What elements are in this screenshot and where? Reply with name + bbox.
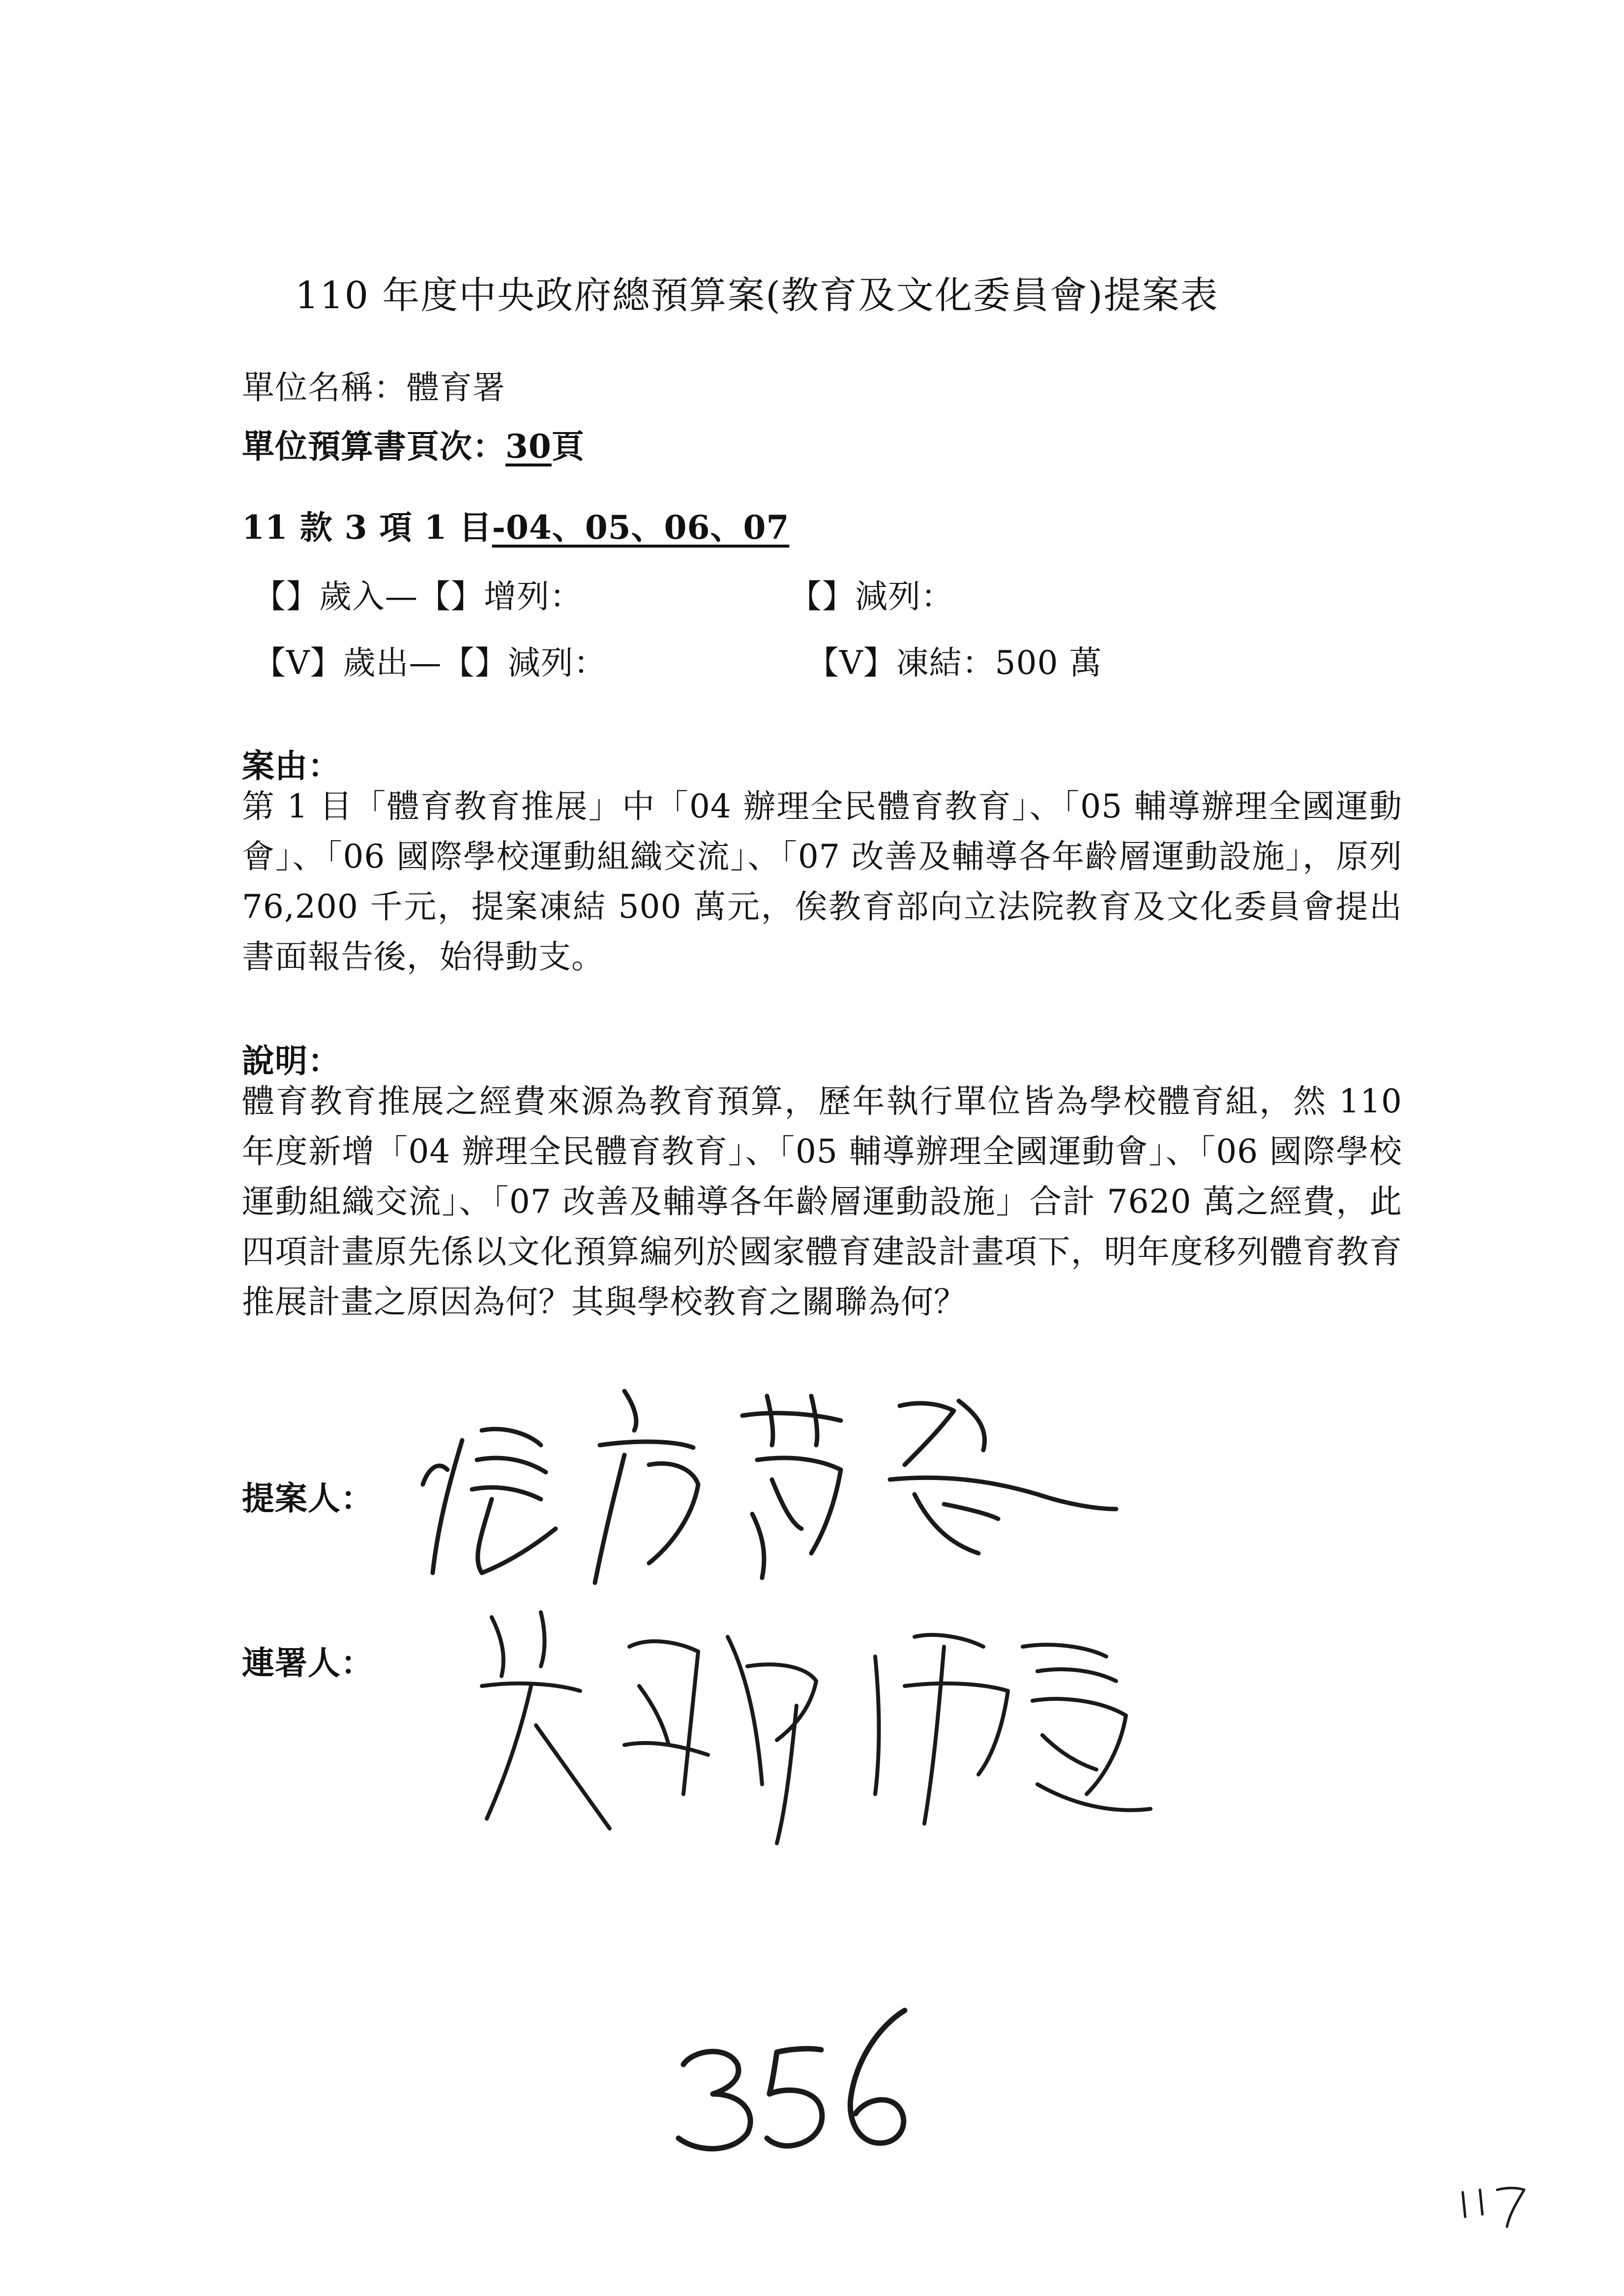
budget-page-label: 單位預算書頁次： — [242, 427, 505, 465]
revenue-label: 歲入— — [319, 578, 418, 615]
revenue-increase-label: 增列： — [484, 578, 583, 615]
unit-name-row — [242, 361, 505, 408]
expenditure-freeze — [806, 637, 1102, 683]
unit-name: 體育署 — [407, 369, 505, 407]
corner-handwritten-note-image — [1453, 2178, 1536, 2232]
revenue-decrease-checkbox: 【】 — [789, 578, 855, 615]
proposer-signature-image — [418, 1366, 1131, 1602]
explanation-text: 體育教育推展之經費來源為教育預算，歷年執行單位皆為學校體育組，然 110 年度新增「04 辦理全民體育教育」、「05 輔導辦理全國運動會」、「06 國際學校運動組織交流」、「07 改善及輔導各年齡層運動設施」合計 7620 萬之經費，此四項計畫原先係以文化預算編列於國家體育建設計畫項下，明年度移列體育教育推展計畫之原因為何？其與學校教育之關聯為何？ — [242, 1082, 1402, 1321]
revenue-checkbox: 【】 — [253, 578, 319, 615]
expenditure-row — [253, 637, 607, 683]
freeze-label: 凍結： — [896, 644, 995, 682]
revenue-increase-checkbox: 【】 — [418, 578, 484, 615]
reason-heading: 案由： — [242, 747, 341, 785]
unit-name-label: 單位名稱： — [242, 369, 407, 407]
item-code-prefix: 11 款 3 項 1 目 — [242, 508, 492, 547]
freeze-checkbox: 【V】 — [806, 644, 896, 682]
budget-page-row — [242, 420, 585, 467]
freeze-value: 500 萬 — [995, 644, 1102, 682]
handwritten-page-number — [674, 1996, 929, 2163]
cosigner-signature-image — [472, 1598, 1170, 1853]
proposer-signature — [418, 1366, 1131, 1602]
proposer-label: 提案人： — [242, 1479, 374, 1517]
cosigner-label: 連署人： — [242, 1644, 374, 1682]
cosigner-signature — [472, 1598, 1170, 1853]
reason-text: 第 1 目「體育教育推展」中「04 辦理全民體育教育」、「05 輔導辦理全國運動會」、「06 國際學校運動組織交流」、「07 改善及輔導各年齡層運動設施」，原列 76,200 千元，提案凍結 500 萬元，俟教育部向立法院教育及文化委員會提出書面報告後，始得動支。 — [242, 787, 1402, 976]
expenditure-label: 歲出— — [343, 644, 442, 682]
budget-page-number: 30 — [505, 427, 552, 465]
corner-handwritten-note — [1453, 2178, 1536, 2232]
item-code-row — [242, 501, 789, 548]
expenditure-checkbox: 【V】 — [253, 644, 343, 682]
item-code-suffix: -04、05、06、07 — [492, 508, 790, 547]
budget-page-suffix: 頁 — [551, 427, 585, 465]
document-title: 110 年度中央政府總預算案(教育及文化委員會)提案表 — [295, 273, 1219, 317]
revenue-decrease-label: 減列： — [855, 578, 954, 615]
explanation-heading: 說明： — [242, 1042, 341, 1080]
expenditure-decrease-checkbox: 【】 — [442, 644, 508, 682]
handwritten-page-number-image — [674, 1996, 929, 2163]
revenue-row — [253, 570, 583, 617]
expenditure-decrease-label: 減列： — [507, 644, 607, 682]
revenue-decrease — [789, 570, 954, 617]
